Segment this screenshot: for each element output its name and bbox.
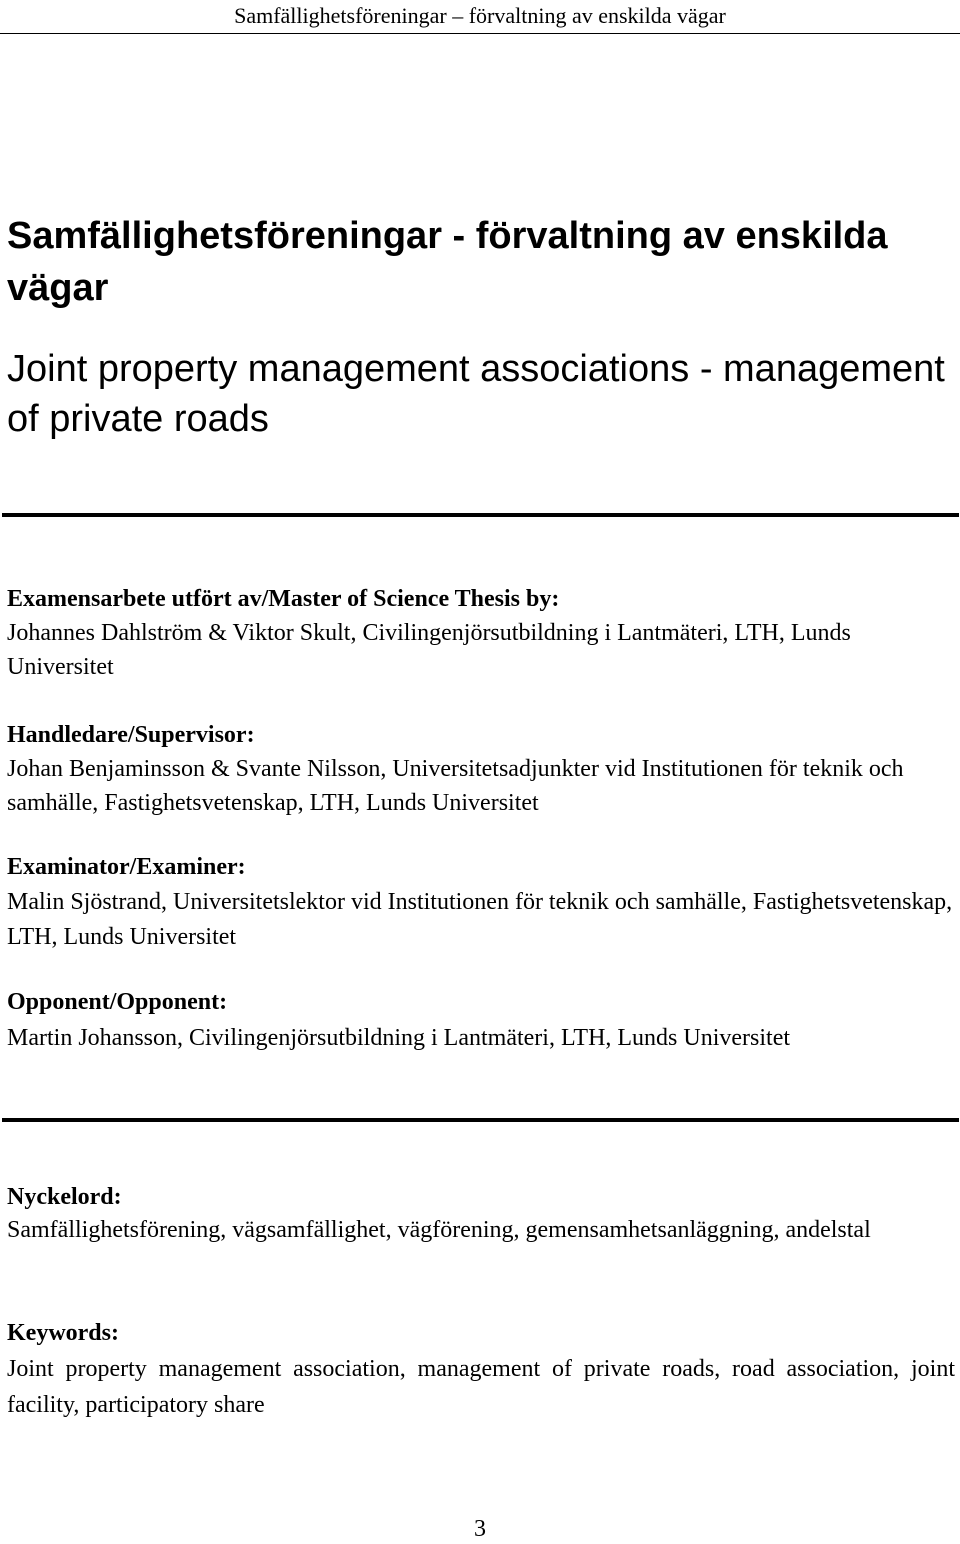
keywords-label: Keywords: — [7, 1320, 119, 1346]
supervisor-block — [7, 718, 955, 820]
keywords-text: Joint property management association, management of private roads, road association, joint facility, participatory share — [7, 1356, 955, 1418]
opponent-text: Martin Johansson, Civilingenjörsutbildning i Lantmäteri, LTH, Lunds Universitet — [7, 1025, 791, 1051]
page-number: 3 — [474, 1516, 486, 1542]
nyckelord-block — [7, 1181, 955, 1247]
examiner-text: Malin Sjöstrand, Universitetslektor vid Institutionen för teknik och samhälle, Fastighetsvetenskap, LTH, Lunds Universitet — [7, 889, 953, 950]
opponent-block — [7, 984, 955, 1056]
opponent-label: Opponent/Opponent: — [7, 989, 228, 1015]
keywords-block — [7, 1315, 955, 1423]
nyckelord-text: Samfällighetsförening, vägsamfällighet, vägförening, gemensamhetsanläggning, andelstal — [7, 1217, 871, 1243]
examiner-label: Examinator/Examiner: — [7, 854, 246, 880]
section-divider-bottom — [2, 1118, 959, 1122]
author-label: Examensarbete utfört av/Master of Science Thesis by: — [7, 586, 560, 612]
nyckelord-label: Nyckelord: — [7, 1184, 122, 1210]
header-rule — [0, 33, 960, 34]
supervisor-text: Johan Benjaminsson & Svante Nilsson, Universitetsadjunkter vid Institutionen för teknik och samhälle, Fastighetsvetenskap, LTH, Lunds Universitet — [7, 756, 904, 816]
title-swedish: Samfällighetsföreningar - förvaltning av enskilda vägar — [7, 215, 888, 309]
author-text: Johannes Dahlström & Viktor Skult, Civilingenjörsutbildning i Lantmäteri, LTH, Lunds Universitet — [7, 620, 851, 680]
section-divider-top — [2, 513, 959, 517]
author-block — [7, 582, 955, 684]
examiner-block — [7, 850, 955, 955]
title-english: Joint property management associations - management of private roads — [7, 348, 945, 440]
running-header: Samfällighetsföreningar – förvaltning av enskilda vägar — [234, 3, 726, 28]
supervisor-label: Handledare/Supervisor: — [7, 722, 255, 748]
